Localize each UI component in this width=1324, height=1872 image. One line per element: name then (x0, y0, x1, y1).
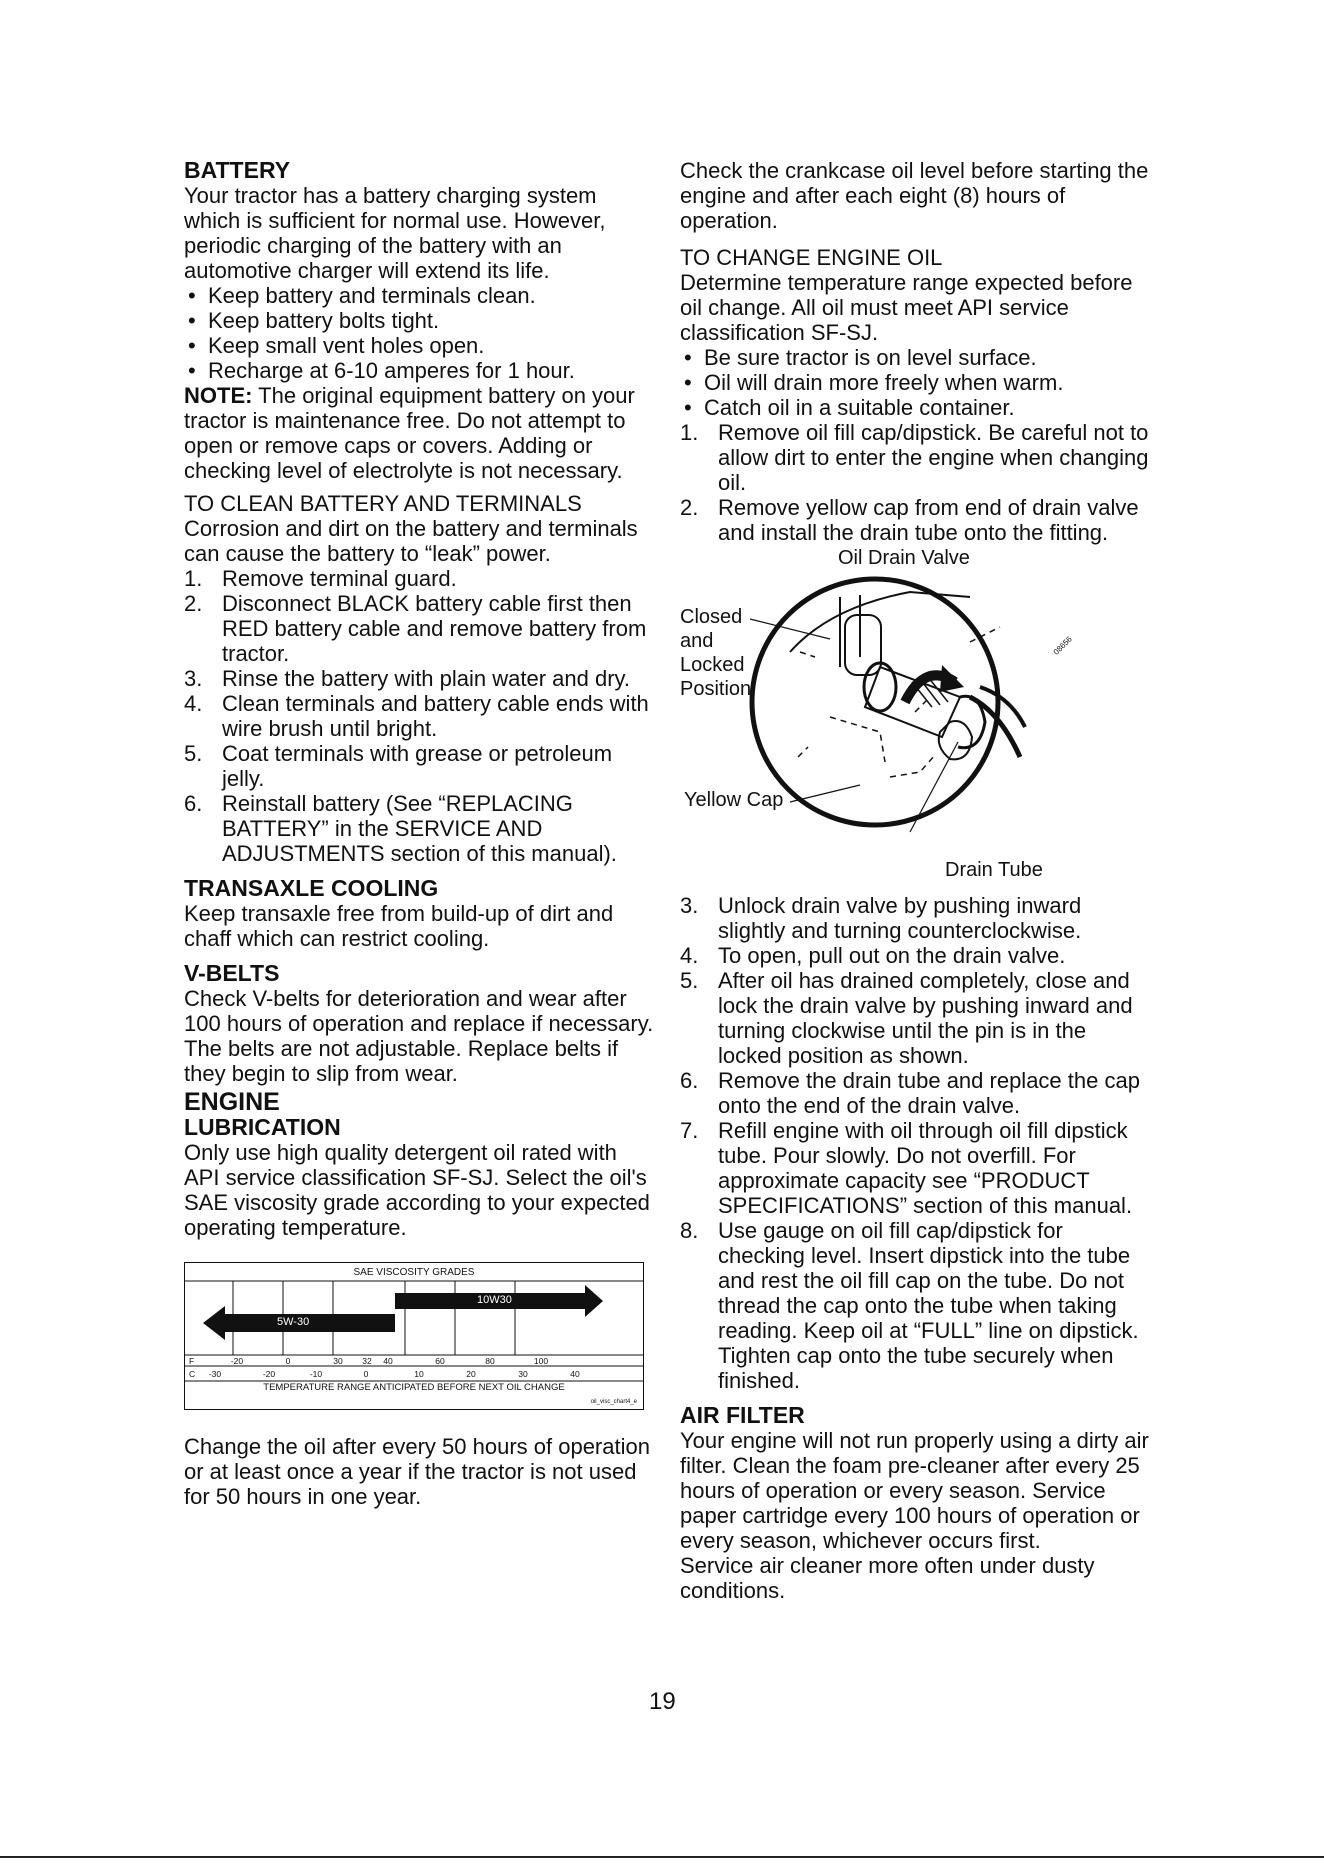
closed-locked-label: Closed and Locked Position (680, 606, 752, 700)
vbelts-heading: V-BELTS (184, 960, 280, 986)
fahrenheit-label: F (189, 1356, 195, 1366)
c-tick: 30 (518, 1369, 528, 1379)
page-number: 19 (649, 1688, 676, 1715)
transaxle-text: Keep transaxle free from build-up of dirt and chaff which can restrict cooling. (184, 901, 614, 951)
oil-change-interval-text: Change the oil after every 50 hours of operation or at least once a year if the tractor is not used for 50 hours in one year. (184, 1434, 650, 1509)
clean-heading: TO CLEAN BATTERY AND TERMINALS (184, 491, 582, 516)
list-item: 6. Reinstall battery (See “REPLACING BATTERY” in the SERVICE AND ADJUSTMENTS section of this manual). (184, 791, 617, 866)
viscosity-chart (184, 1262, 644, 1410)
list-item: 1. Remove terminal guard. (184, 566, 457, 591)
celsius-label: C (189, 1369, 196, 1379)
air-filter-text: Your engine will not run properly using a dirty air filter. Clean the foam pre-cleaner after every 25 hours of operation or every season. Service paper cartridge every 100 hours of operation or every season, whichever occurs first. (680, 1428, 1149, 1553)
transaxle-heading: TRANSAXLE COOLING (184, 875, 439, 901)
f-tick: 60 (435, 1356, 445, 1366)
change-oil-intro: Determine temperature range expected before oil change. All oil must meet API service classification SF-SJ. (680, 270, 1133, 345)
list-item: 2. Remove yellow cap from end of drain valve and install the drain tube onto the fitting. (680, 495, 1139, 545)
list-item: 3. Rinse the battery with plain water and dry. (184, 666, 631, 691)
list-item: 5. Coat terminals with grease or petroleum jelly. (184, 741, 613, 791)
list-item: 3. Unlock drain valve by pushing inward slightly and turning counterclockwise. (680, 893, 1082, 943)
figure-title: Oil Drain Valve (838, 547, 970, 569)
lubrication-heading: LUBRICATION (184, 1114, 341, 1140)
f-tick: 40 (383, 1356, 393, 1366)
c-tick: -20 (262, 1369, 276, 1379)
list-item: • Recharge at 6-10 amperes for 1 hour. (184, 358, 654, 383)
figure-id: 08656 (1051, 634, 1074, 657)
list-item: 7. Refill engine with oil through oil fill dipstick tube. Pour slowly. Do not overfill. For approximate capacity see “PRODUCT SPECIFICATIONS” section of this manual. (680, 1118, 1133, 1218)
f-tick: 80 (485, 1356, 495, 1366)
c-tick: -30 (208, 1369, 222, 1379)
viscosity-chart-file-id: oil_visc_chart4_e (590, 1399, 637, 1405)
page-bottom-rule (0, 1856, 1324, 1858)
right-column (680, 158, 1150, 1603)
list-item: 6. Remove the drain tube and replace the cap onto the end of the drain valve. (680, 1068, 1140, 1118)
list-item: • Keep battery bolts tight. (184, 308, 654, 333)
clean-intro: Corrosion and dirt on the battery and terminals can cause the battery to “leak” power. (184, 516, 638, 566)
list-item: • Keep battery and terminals clean. (184, 283, 654, 308)
c-tick: 10 (414, 1369, 424, 1379)
c-tick: 20 (466, 1369, 476, 1379)
change-oil-bullets (680, 345, 1150, 420)
battery-heading: BATTERY (184, 157, 291, 183)
list-item: 1. Remove oil fill cap/dipstick. Be careful not to allow dirt to enter the engine when changing oil. (680, 420, 1149, 495)
band-10w30-label: 10W30 (477, 1294, 512, 1306)
viscosity-chart-title: SAE VISCOSITY GRADES (353, 1267, 475, 1278)
note-text: The original equipment battery on your tractor is maintenance free. Do not attempt to open or remove caps or covers. Adding or checking level of electrolyte is not necessary. (184, 383, 635, 483)
clean-steps (184, 566, 654, 866)
air-filter-dusty-text: Service air cleaner more often under dusty conditions. (680, 1553, 1095, 1603)
vbelts-text: Check V-belts for deterioration and wear after 100 hours of operation and replace if necessary. The belts are not adjustable. Replace belts if they begin to slip from wear. (184, 986, 654, 1086)
lubrication-text: Only use high quality detergent oil rated with API service classification SF-SJ. Select the oil's SAE viscosity grade according to your expected operating temperature. (184, 1140, 650, 1240)
list-item: • Oil will drain more freely when warm. (680, 370, 1150, 395)
battery-intro: Your tractor has a battery charging system which is sufficient for normal use. However, periodic charging of the battery with an automotive charger will extend its life. (184, 183, 606, 283)
engine-heading: ENGINE (184, 1088, 280, 1116)
change-oil-heading: TO CHANGE ENGINE OIL (680, 245, 943, 270)
list-item: • Be sure tractor is on level surface. (680, 345, 1150, 370)
f-tick: 0 (285, 1356, 291, 1366)
list-item: • Catch oil in a suitable container. (680, 395, 1150, 420)
yellow-cap-label: Yellow Cap (684, 789, 784, 811)
drain-valve-illustration (680, 547, 1150, 885)
list-item: • Keep small vent holes open. (184, 333, 654, 358)
change-oil-steps-a (680, 420, 1150, 545)
note-label: NOTE: (184, 383, 253, 408)
air-filter-heading: AIR FILTER (680, 1402, 805, 1428)
band-5w30-label: 5W-30 (277, 1316, 310, 1328)
f-tick: 30 (333, 1356, 343, 1366)
left-column (184, 158, 654, 1509)
f-tick: 100 (533, 1356, 549, 1366)
viscosity-chart-footer: TEMPERATURE RANGE ANTICIPATED BEFORE NEXT OIL CHANGE (263, 1382, 565, 1393)
check-oil-text: Check the crankcase oil level before starting the engine and after each eight (8) hours of operation. (680, 158, 1149, 233)
battery-bullets (184, 283, 654, 383)
c-tick: 0 (363, 1369, 369, 1379)
list-item: 2. Disconnect BLACK battery cable first then RED battery cable and remove battery from tractor. (184, 591, 647, 666)
c-tick: -10 (309, 1369, 323, 1379)
list-item: 4. To open, pull out on the drain valve. (680, 943, 1066, 968)
f-tick: -20 (230, 1356, 244, 1366)
list-item: 5. After oil has drained completely, close and lock the drain valve by pushing inward and turning clockwise until the pin is in the locked position as shown. (680, 968, 1133, 1068)
list-item: 8. Use gauge on oil fill cap/dipstick for checking level. Insert dipstick into the tube and rest the oil fill cap on the tube. Do not thread the cap onto the tube when taking reading. Keep oil at “FULL” line on dipstick. Tighten cap onto the tube securely when finished. (680, 1218, 1139, 1393)
drain-tube-label: Drain Tube (945, 859, 1043, 881)
battery-note (184, 383, 654, 483)
change-oil-steps-b (680, 893, 1150, 1393)
list-item: 4. Clean terminals and battery cable ends with wire brush until bright. (184, 691, 649, 741)
c-tick: 40 (570, 1369, 580, 1379)
oil-drain-valve-figure (680, 547, 1150, 885)
f-tick: 32 (362, 1356, 372, 1366)
